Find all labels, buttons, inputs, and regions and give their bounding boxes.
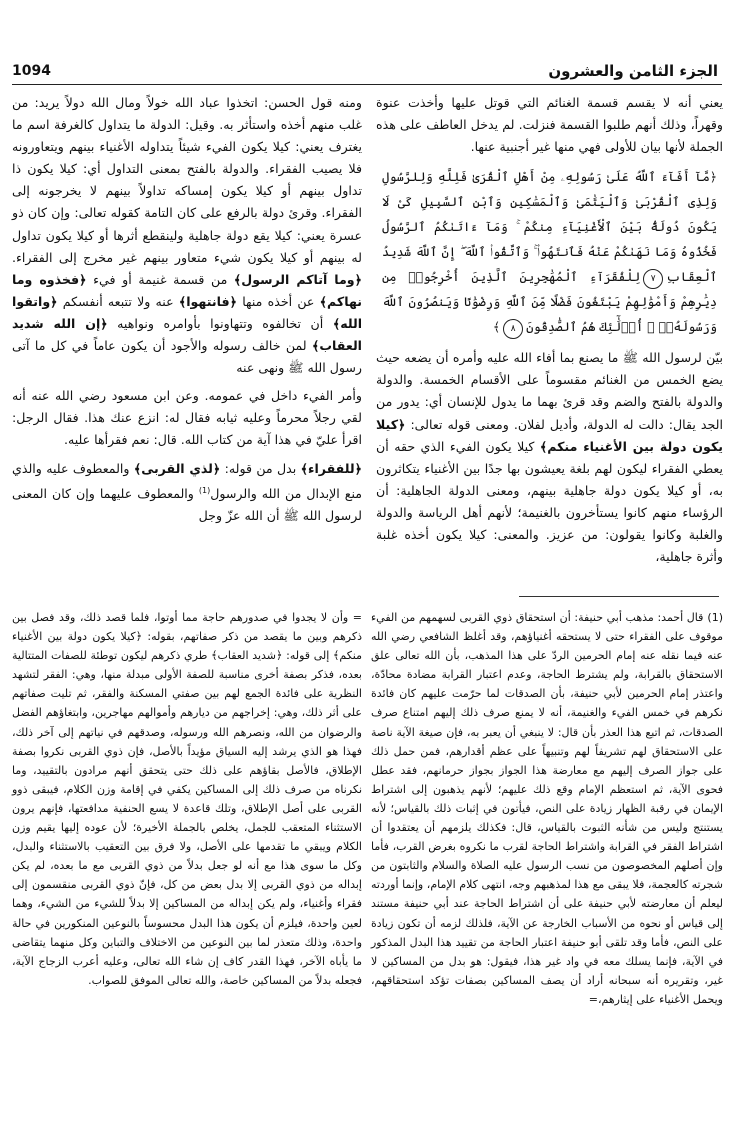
text-run: عن أخذه منها <box>236 293 320 309</box>
right-column <box>376 92 723 574</box>
quoted-verse: ﴿لذي القربى﴾ <box>133 460 221 476</box>
text-run: عنه ولا تتبعه أنفسكم <box>57 293 179 309</box>
quoted-verse: ﴿فخذوه وما نهاكم﴾ <box>12 271 362 309</box>
footnote-text: = وأن لا يجدوا في صدورهم حاجة مما أوتوا، فلما قصد ذلك، وقد فصل بين ذكرهم وبين ما يقصد من ذكر صفاتهم، بقوله: ﴿كيلا يكون دولة بين الأغنياء منكم﴾ إلى قوله: ﴿شديد العقاب﴾ طري ذكرهم ليكون توطئة للصفات المتتالية بعده، فذكر بصفة أخرى مناسبة للصفة الأولى مبدلة منها، وهي: الفقر لتشهد النظرية على فائدة الجمع لهم بين صفتي المسكنة والفقر، ثم تليت صفاتهم على أثر ذلك، وهي: إخراجهم من ديارهم وأموالهم مهاجرين، وابتغاؤهم الفضل والرضوان من الله، ونصرهم الله ورسوله، وصدقهم في نياتهم إلى آخر ذلك، فهذا هو الذي يرشد إليه السياق مؤيداً بالأصل، فإن ذوي القربى نكروا بصفة الإطلاق، فالأصل بقاؤهم على ذلك حتى يتحقق أنهم مرادون بالتقييد، وما نكرناه من صرف ذلك إلى المساكين يكفي في إقامة وزن الكلام، فيبقى ذوو القربى على أصل الإطلاق، وتلك قاعدة لا يسع الحنفية مدافعتها، فإنهم يرون الاستثناء المتعقب للجمل، يخلص بالجملة الأخيرة؛ لأن عوده إليها يقيم وزن الكلام ويبقي ما تقدمها على الأصل، ولا فرق بين التعقيب بالاستثناء والبدل، وكل ما سوى هذا مع أنه لو جعل بدلاً من ذوي القربى مع ما بعده، لم يكن إبداله من ذوي القربى إلا بدل بعض من كل، فإنّ ذوي القربى منقسمون إلى فقراء وأغنياء، ولم يكن إبداله من المساكين إلا بدلاً للشيء من الشيء، وهما لعين واحدة، فيلزم أن يكون هذا البدل محسوساً بالنوعين المنكورين في حالة واحدة، وذلك متعذر لما بين النوعين من الاختلاف والتباين وكل منهما يتقاضى ما يأباه الآخر، فهذا القدر كاف إن شاء الله تعالى، وعليه أعرب الزجاج الآية، فجعله بدلاً من المساكين خاصة، والله تعالى الموفق للصواب. <box>12 611 362 987</box>
quoted-verse: ﴿وما آتاكم الرسول﴾ <box>233 271 362 287</box>
paragraph <box>12 458 362 527</box>
quran-verse <box>376 164 723 339</box>
text-run: من قسمة غنيمة أو فيء <box>86 271 234 287</box>
quoted-verse: ﴿واتقوا الله﴾ <box>12 293 363 331</box>
footnote-text: قال أحمد: مذهب أبي حنيفة: أن استحقاق ذوي القربى لسهمهم من الفيء موقوف على الفقراء حتى لا يستحقه أغنياؤهم، وقد أغلظ الشافعي رضي الله عنه فيما نقله عنه إمام الحرمين الردّ على هذا المذهب، بأن الله تعالى علق الاستحقاق بالقرابة، ولم يشترط الحاجة، وعدم اعتبار القرابة مضادة محادّة، واعتذر إمام الحرمين لأبي حنيفة، بأن الصدقات لما حرّمت عليهم كان فائدة نكرهم في خمس الفيء والغنيمة، أنه لا يمنع صرف ذلك إليهم امتناع صرف الصدقات، ثم اتبع هذا العذر بأن قال: لا ينبغي أن يعبر به، فإن صيغة الآية ناصة على الاستحقاق لهم تشريفاً لهم وتنبيهاً على عظم أقدارهم، فمن حمل ذلك على جواز الصرف إليهم مع معارضة هذا الجواز بجواز حرمانهم، فقد عطل فحوى الآية، ثم استعظم الإمام وقع ذلك عليهم؛ لأنهم يذهبون إلى اشتراط الإيمان في رقبة الظهار زيادة على النص، فيأتون في إثبات ذلك بالقياس؛ لأنه يستنتج وليس من شأنه الثبوت بالقياس، قال: فكذلك يلزمهم أن يعتقدوا أن اشتراط الفقر في القرابة واشتراط الحاجة لقرب ما نكروه بغرض القرب، فأما وإن أصلهم المخصوصون من نسب الرسول عليه الصلاة والسلام والثابتون من شجرته كالعجمة، فلا يبقى مع هذا لمذهبهم وجه، انتهى كلام الإمام، وإنما أوردته ليعلم أن معارضته لأبي حنيفة على أن اشتراط الحاجة عند أبي حنيفة مستند إلى قياس أو نحوه من الأسباب الخارجة عن الآية، فلذلك لزمه أن تكون زيادة على النص، فأما وقد تلقى أبو حنيفة اعتبار الحاجة من تقييد هذا البدل المذكور في الآية، فإنما يسلك معه في واد غير هذا، فيقول: هو بدل من المساكين لا غير، وتقريره أنه سبحانه أراد أن يصف المساكين بصفات تؤكد استحقاقهم، ويحمل الأغنياء على إيثارهم،= <box>371 611 723 1006</box>
paragraph <box>376 347 723 568</box>
left-column <box>12 92 362 533</box>
quoted-verse: ﴿فانتهوا﴾ <box>178 293 237 309</box>
quoted-verse: ﴿للفقراء﴾ <box>300 460 362 476</box>
text-run: بيّن لرسول الله ﷺ ما يصنع بما أفاء الله عليه وأمره أن يضعه حيث يضع الخمس من الغنائم مقسوماً على الأقسام الخمسة. والدولة والدولة بالفتح والضم وقد قرئ بهما ما يدول للإنسان أي: يدور من الجد يقال: دالت له الدولة، وأديل لفلان. ومعنى قوله تعالى: <box>376 350 723 432</box>
running-title: الجزء الثامن والعشرون <box>548 62 718 80</box>
text-run: أن تخالفوه وتتهاونوا بأوامره ونواهيه <box>107 315 333 331</box>
paragraph: وأمر الفيء داخل في عمومه. وعن ابن مسعود رضي الله عنه أنه لقي رجلاً محرماً وعليه ثيابه فقال له: انزع عنك هذا. فقال الرجل: اقرأ عليّ في هذا آية من كتاب الله. قال: نعم فقرأها عليه. <box>12 388 362 448</box>
verse-number-8: ٨ <box>503 319 523 339</box>
quoted-verse: ﴿كيلا يكون دولة بين الأغنياء منكم﴾ <box>376 416 724 454</box>
page-number: 1094 <box>12 63 51 79</box>
text-run: والمعطوف عليهما وإن كان المعنى لرسول الله ﷺ أن الله عزّ وجل <box>12 485 362 523</box>
text-run: لمن خالف رسوله والأجود أن يكون عاماً في كل ما آتى رسول الله ﷺ ونهى عنه <box>12 338 362 376</box>
text-run: كيلا يكون الفيء الذي حقه أن يعطي الفقراء ليكون لهم بلغة يعيشون بها جدًا بين الأغنياء يتكاثرون به، أو كيلا يكون دولة جاهلية بينهم، ومعنى الدولة الجاهلية: أن الرؤساء منهم كانوا يستأخرون بالغنيمة؛ لأنهم أهل الرياسة والدولة والغلبة وكانوا يقولون: من عزيز. والمعنى: كيلا يكون أخذه غلبة وأثرة جاهلية، <box>376 438 723 565</box>
footnote-right-column <box>371 608 723 1009</box>
verse-number-7: ٧ <box>643 269 663 289</box>
footnote-marker[interactable]: (1) <box>198 485 211 495</box>
text-run: والمعطوف عليه والذي منع الإبدال من الله والرسول <box>12 460 362 501</box>
footnote-left-column <box>12 608 362 990</box>
footnote-divider <box>519 596 719 597</box>
paragraph <box>12 92 362 379</box>
page-header <box>12 60 722 84</box>
quoted-verse: ﴿إن الله شديد العقاب﴾ <box>12 315 362 354</box>
verse-close-bracket: ﴾ <box>492 319 501 335</box>
text-run: بدل من قوله: <box>220 460 301 476</box>
text-run: ومنه قول الحسن: اتخذوا عباد الله خولاً ومال الله دولاً يريد: من غلب منهم أخذه واستأثر به. وقيل: الدولة ما يتداول كالغرفة اسم ما يغترف يعني: كيلا يكون الفيء شيئاً يتداوله الأغنياء بينهم ويتعاورونه فلا يصيب الفقراء. والدولة بالفتح بمعنى التداول أي: كيلا يكون ذا تداول بينهم أو كيلا يكون إمساكه تداولاً بينهم لا يخرجونه إلى الفقراء. وقرئ دولة بالرفع على كان التامة كقوله تعالى: وإن كان ذو عسرة يعني: كيلا يقع دولة جاهلية ولينقطع أثرها أو كيلا يكون تداول له بينهم أو كيلا يكون شيء متعاور بينهم غير مخرج إلى الفقراء. <box>12 95 362 265</box>
verse-text-8: لِلْفُقَرَآءِ ٱلْمُهَٰجِرِينَ ٱلَّذِينَ أُخْرِجُوا۟ مِن دِيَٰرِهِمْ وَأَمْوَٰلِهِمْ يَبْتَغُونَ فَضْلًا مِّنَ ٱللَّهِ وَرِضْوَٰنًا وَيَنصُرُونَ ٱللَّهَ وَرَسُولَهُۥٓ ۚ أُو۟لَٰٓئِكَ هُمُ ٱلصَّٰدِقُونَ <box>382 269 717 335</box>
footnote-number: (1) <box>707 611 723 624</box>
paragraph: يعني أنه لا يقسم قسمة الغنائم التي قوتل عليها وأخذت عنوة وقهراً، وذلك أنهم طلبوا القسمة فنزلت. لم يدخل العاطف على هذه الجملة لأنها بيان للأولى فهي منها غير أجنبية عنها. <box>376 95 723 155</box>
header-divider <box>12 84 722 85</box>
verse-text-7: ﴿مَّآ أَفَآءَ ٱللَّهُ عَلَىٰ رَسُولِهِۦ مِنْ أَهْلِ ٱلْقُرَىٰ فَلِلَّهِ وَلِلرَّسُولِ وَلِذِى ٱلْقُرْبَىٰ وَٱلْيَتَٰمَىٰ وَٱلْمَسَٰكِينِ وَٱبْنِ ٱلسَّبِيلِ كَىْ لَا يَكُونَ دُولَةًۢ بَيْنَ ٱلْأَغْنِيَآءِ مِنكُمْ ۚ وَمَآ ءَاتَىٰكُمُ ٱلرَّسُولُ فَخُذُوهُ وَمَا نَهَىٰكُمْ عَنْهُ فَٱنتَهُوا۟ ۚ وَٱتَّقُوا۟ ٱللَّهَ ۖ إِنَّ ٱللَّهَ شَدِيدُ ٱلْعِقَابِ <box>382 169 717 285</box>
